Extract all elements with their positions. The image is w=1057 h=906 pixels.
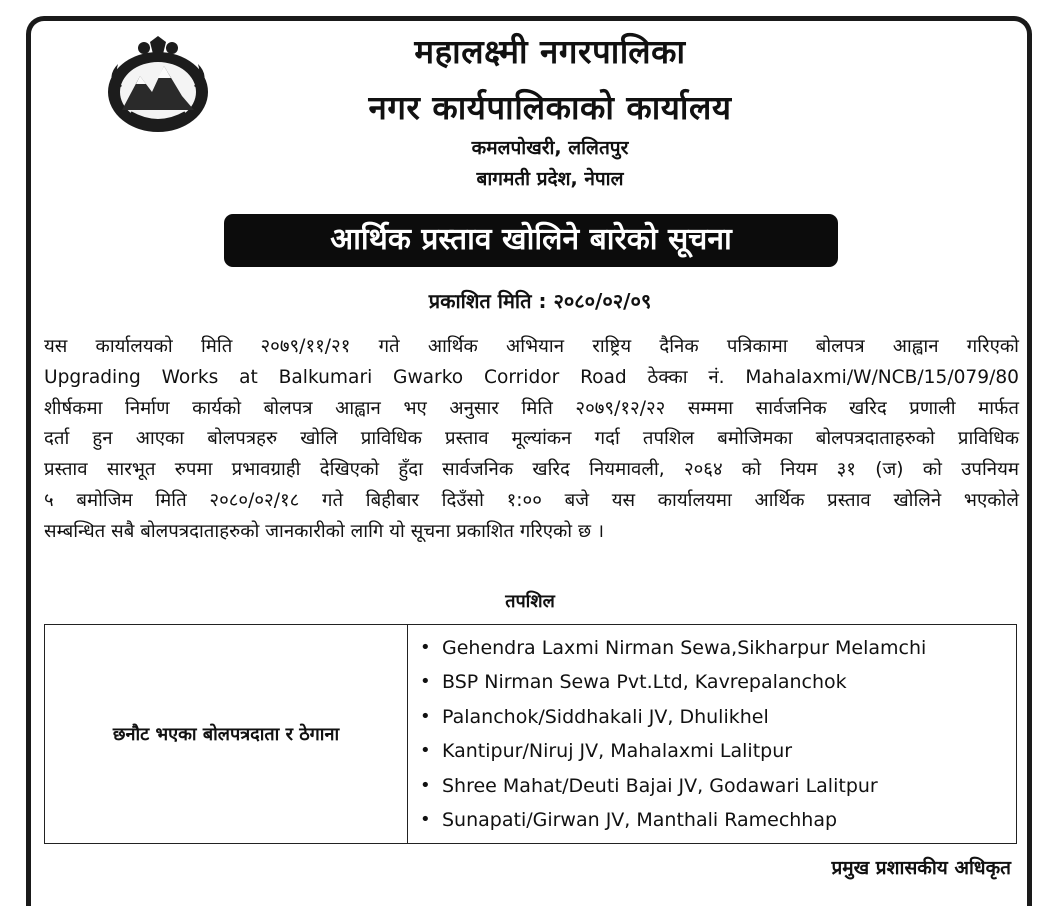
list-item: • Sunapati/Girwan JV, Manthali Ramechhap xyxy=(420,803,1016,838)
list-item: • Palanchok/Siddhakali JV, Dhulikhel xyxy=(420,700,1016,735)
notice-body xyxy=(44,332,1019,548)
nepal-government-emblem-icon xyxy=(100,36,216,140)
details-heading: तपशिल xyxy=(505,591,555,612)
body-line: ५ बमोजिम मिति २०८०/०२/१८ गते बिहीबार दिउँसो १:०० बजे यस कार्यालयमा आर्थिक प्रस्ताव खोलिने भएकोले xyxy=(44,489,1019,511)
body-line: सम्बन्धित सबै बोलपत्रदाताहरुको जानकारीको लागि यो सूचना प्रकाशित गरिएको छ । xyxy=(44,520,605,542)
notice-title: आर्थिक प्रस्ताव खोलिने बारेको सूचना xyxy=(224,214,838,267)
bidders-table xyxy=(44,624,1017,844)
body-line: प्रस्ताव सारभूत रुपमा प्रभावग्राही देखिएको हुँदा सार्वजनिक खरिद नियमावली, २०६४ को नियम ३१ (ज) को उपनियम xyxy=(44,459,1019,481)
bidders-list xyxy=(408,631,1016,838)
body-line: शीर्षकमा निर्माण कार्यको बोलपत्र आह्वान भए अनुसार मिति २०७९/१२/२२ सम्ममा सार्वजनिक खरिद प्रणाली मार्फत xyxy=(44,397,1019,419)
list-item: • Gehendra Laxmi Nirman Sewa,Sikharpur Melamchi xyxy=(420,631,1016,666)
list-item: • Kantipur/Niruj JV, Mahalaxmi Lalitpur xyxy=(420,734,1016,769)
address-line-2: बागमती प्रदेश, नेपाल xyxy=(476,168,624,190)
office-name: नगर कार्यपालिकाको कार्यालय xyxy=(368,88,732,127)
list-item: • BSP Nirman Sewa Pvt.Ltd, Kavrepalanchok xyxy=(420,665,1016,700)
bidders-label: छनौट भएका बोलपत्रदाता र ठेगाना xyxy=(45,625,408,844)
org-name: महालक्ष्मी नगरपालिका xyxy=(414,32,686,71)
body-line: यस कार्यालयको मिति २०७९/११/२१ गते आर्थिक अभियान राष्ट्रिय दैनिक पत्रिकामा बोलपत्र आह्वान गरिएको xyxy=(44,336,1019,357)
body-line: Upgrading Works at Balkumari Gwarko Corridor Road ठेक्का नं. Mahalaxmi/W/NCB/15/079/80 xyxy=(44,366,1019,388)
body-line: दर्ता हुन आएका बोलपत्रहरु खोलि प्राविधिक प्रस्ताव मूल्यांकन गर्दा तपशिल बमोजिमका बोलपत्रदाताहरुको प्राविधिक xyxy=(44,428,1019,450)
bidders-list-cell xyxy=(408,625,1017,844)
list-item: • Shree Mahat/Deuti Bajai JV, Godawari Lalitpur xyxy=(420,769,1016,804)
published-date: प्रकाशित मिति : २०८०/०२/०९ xyxy=(428,289,652,313)
signatory: प्रमुख प्रशासकीय अधिकृत xyxy=(831,857,1011,879)
address-line-1: कमलपोखरी, ललितपुर xyxy=(471,137,629,159)
